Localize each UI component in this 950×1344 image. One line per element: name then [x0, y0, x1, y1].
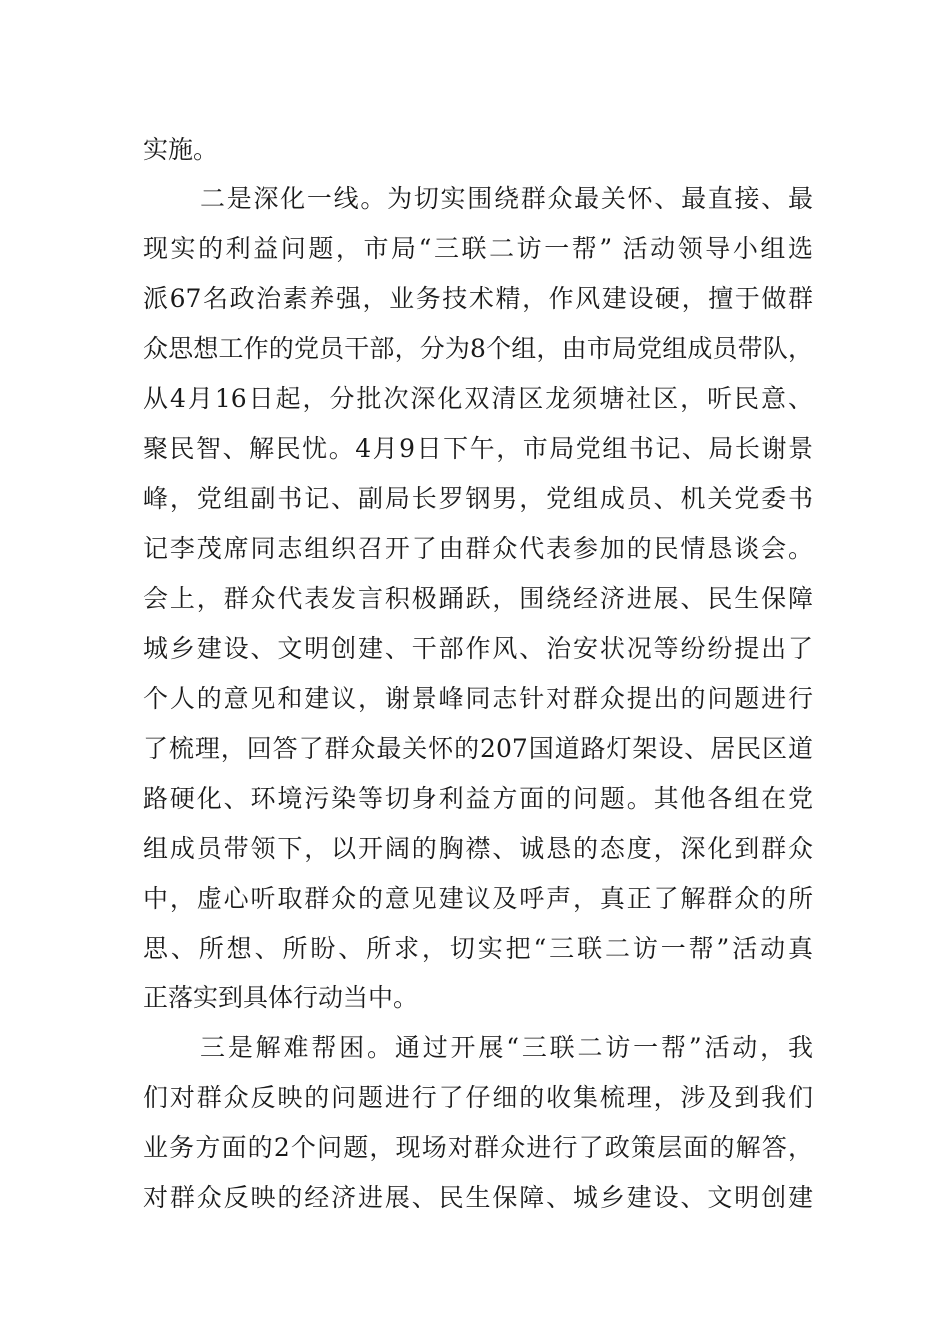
- text-line: 峰，党组副书记、副局长罗钢男，党组成员、机关党委书: [143, 484, 813, 513]
- text-line: 了梳理，回答了群众最关怀的207国道路灯架设、居民区道: [143, 734, 813, 763]
- text-line: 对群众反映的经济进展、民生保障、城乡建设、文明创建: [143, 1183, 813, 1212]
- text-line: 组成员带领下，以开阔的胸襟、诚恳的态度，深化到群众: [143, 834, 813, 863]
- text-line: 实施。: [143, 135, 219, 164]
- text-line: 中，虚心听取群众的意见建议及呼声，真正了解群众的所: [143, 884, 813, 913]
- text-line: 城乡建设、文明创建、干部作风、治安状况等纷纷提出了: [143, 634, 813, 663]
- paragraph-start-line: 二是深化一线。为切实围绕群众最关怀、最直接、最: [200, 184, 813, 213]
- text-line: 们对群众反映的问题进行了仔细的收集梳理，涉及到我们: [143, 1083, 813, 1112]
- text-line: 聚民智、解民忧。4月9日下午，市局党组书记、局长谢景: [143, 434, 813, 463]
- text-line: 个人的意见和建议，谢景峰同志针对群众提出的问题进行: [143, 684, 813, 713]
- text-line: 正落实到具体行动当中。: [143, 983, 419, 1012]
- text-line: 派67名政治素养强，业务技术精，作风建设硬，擅于做群: [143, 284, 813, 313]
- text-line: 现实的利益问题，市局“三联二访一帮” 活动领导小组选: [143, 234, 813, 263]
- text-line: 会上，群众代表发言积极踊跃，围绕经济进展、民生保障: [143, 584, 813, 613]
- paragraph-start-line: 三是解难帮困。通过开展“三联二访一帮”活动，我: [200, 1033, 813, 1062]
- text-line: 众思想工作的党员干部，分为8个组，由市局党组成员带队，: [143, 334, 813, 363]
- text-line: 路硬化、环境污染等切身利益方面的问题。其他各组在党: [143, 784, 813, 813]
- text-line: 从4月16日起，分批次深化双清区龙须塘社区，听民意、: [143, 384, 813, 413]
- text-line: 思、所想、所盼、所求，切实把“三联二访一帮”活动真: [143, 934, 813, 963]
- text-line: 业务方面的2个问题，现场对群众进行了政策层面的解答，: [143, 1133, 813, 1162]
- text-line: 记李茂席同志组织召开了由群众代表参加的民情恳谈会。: [143, 534, 813, 563]
